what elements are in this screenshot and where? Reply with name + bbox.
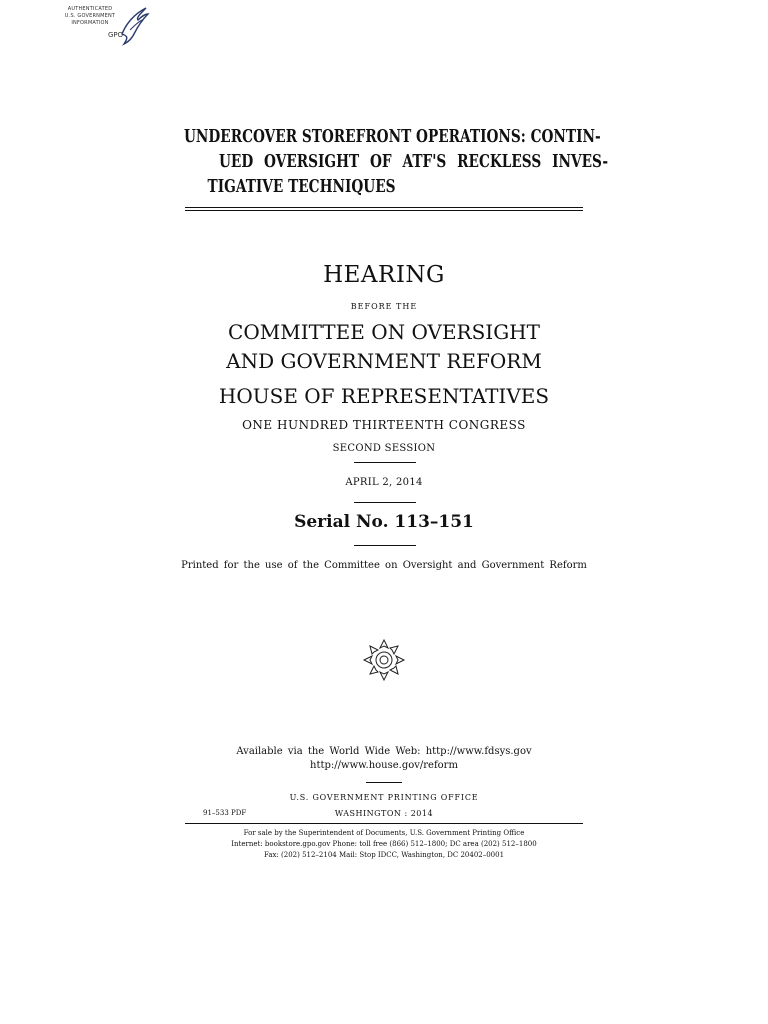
footer-rule <box>185 823 583 824</box>
hearing-date: APRIL 2, 2014 <box>345 477 423 488</box>
logo-text-authenticated: AUTHENTICATED <box>67 6 113 12</box>
committee-name-line-2: AND GOVERNMENT REFORM <box>226 349 542 373</box>
title-rule-top <box>185 207 583 208</box>
title-rule-bottom <box>185 210 583 211</box>
printing-location-year: WASHINGTON : 2014 <box>334 809 434 818</box>
serial-number: Serial No. 113–151 <box>294 512 474 532</box>
hearing-heading: HEARING <box>323 262 445 288</box>
committee-name-line-1: COMMITTEE ON OVERSIGHT <box>228 320 540 344</box>
sale-info-line-3: Fax: (202) 512–2104 Mail: Stop IDCC, Washington, DC 20402–0001 <box>263 851 505 859</box>
session-label: SECOND SESSION <box>332 443 436 454</box>
sale-info-line-2: Internet: bookstore.gpo.gov Phone: toll free (866) 512–1800; DC area (202) 512–1800 <box>231 840 537 848</box>
printing-office-name: U.S. GOVERNMENT PRINTING OFFICE <box>289 793 479 802</box>
logo-text-government: U.S. GOVERNMENT <box>64 13 116 19</box>
divider-rule <box>354 545 416 546</box>
eagle-icon <box>116 4 150 46</box>
title-line-2: UED OVERSIGHT OF ATF'S RECKLESS INVES- <box>218 151 609 172</box>
printed-for-note: Printed for the use of the Committee on Oversight and Government Reform <box>181 560 587 571</box>
gpo-authentication-logo <box>58 4 150 48</box>
availability-line-1: Available via the World Wide Web: http://www.fdsys.gov <box>236 746 532 757</box>
logo-text-information: INFORMATION <box>71 20 109 26</box>
logo-text-gpo: GPO <box>108 31 124 39</box>
title-line-3: TIGATIVE TECHNIQUES <box>207 176 396 197</box>
before-the-label: BEFORE THE <box>350 302 418 311</box>
printing-office-seal-icon <box>362 638 406 682</box>
title-line-1: UNDERCOVER STOREFRONT OPERATIONS: CONTIN- <box>184 126 601 147</box>
chamber-name: HOUSE OF REPRESENTATIVES <box>218 384 550 408</box>
sale-info-line-1: For sale by the Superintendent of Documents, U.S. Government Printing Office <box>243 829 525 837</box>
availability-line-2: http://www.house.gov/reform <box>310 760 458 771</box>
congress-label: ONE HUNDRED THIRTEENTH CONGRESS <box>242 418 526 432</box>
hearing-title <box>184 124 609 199</box>
divider-rule <box>354 502 416 503</box>
divider-rule <box>354 462 416 463</box>
divider-rule <box>366 782 402 783</box>
pdf-identifier: 91–533 PDF <box>203 809 247 817</box>
